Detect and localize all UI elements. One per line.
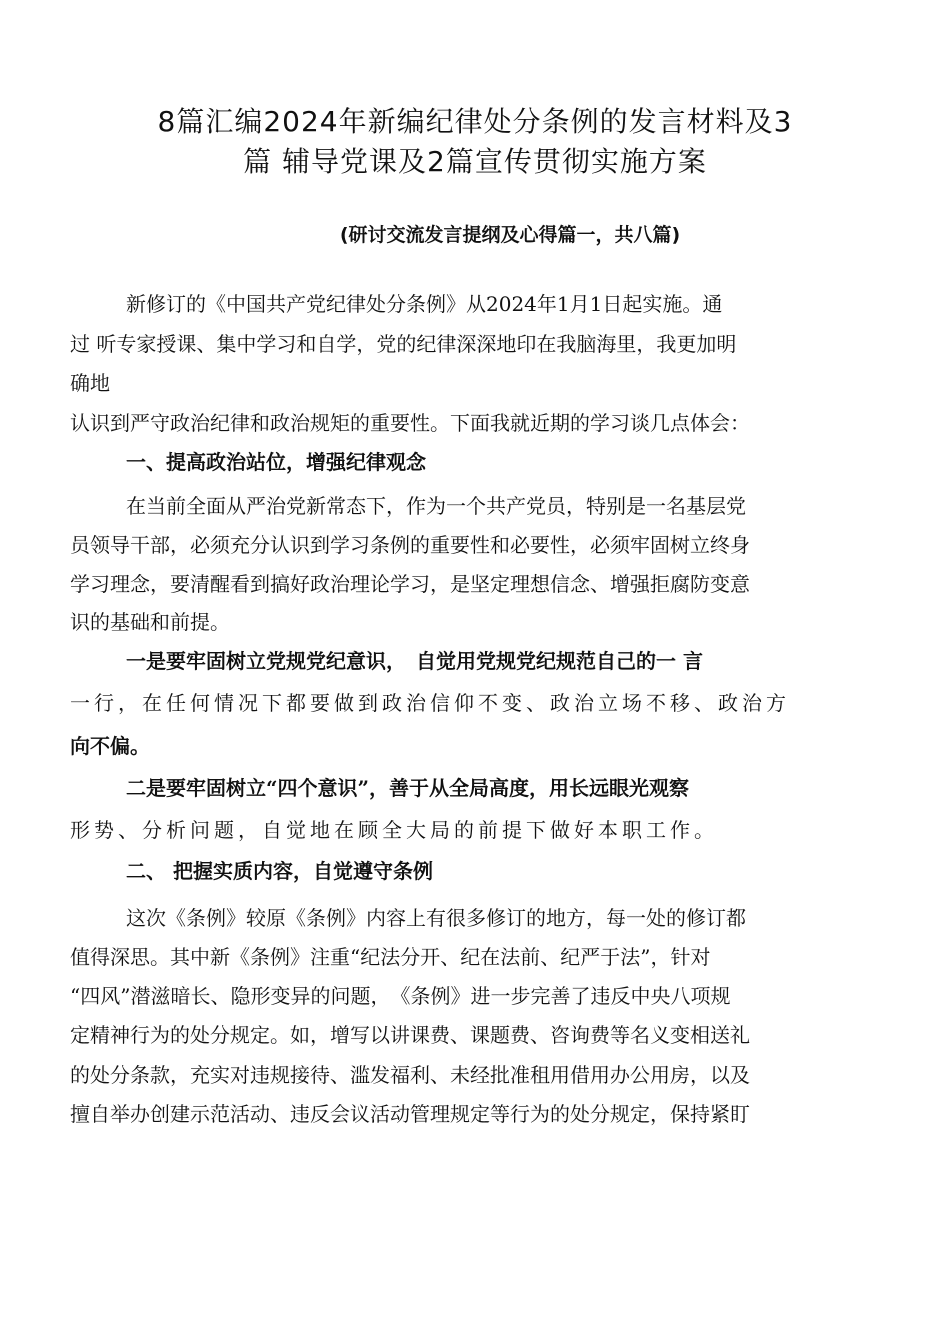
document-title-line-1: 8篇汇编2024年新编纪律处分条例的发言材料及3 [157, 105, 793, 138]
paragraph-line: 形势、分析问题，自觉地在顾全大局的前提下做好本职工作。 [70, 818, 718, 842]
paragraph-line: 一行，在任何情况下都要做到政治信仰不变、政治立场不移、政治方 [70, 691, 790, 715]
point-two-line: 二是要牢固树立“四个意识”，善于从全局高度，用长远眼光观察 [126, 776, 690, 800]
paragraph-line: 向不偏。 [70, 734, 150, 758]
section-heading-2: 二、 把握实质内容，自觉遵守条例 [126, 859, 433, 883]
paragraph-line: 员领导干部，必须充分认识到学习条例的重要性和必要性，必须牢固树立终身 [70, 533, 750, 557]
point-one-line: 一是要牢固树立党规党纪意识， 自觉用党规党纪规范自己的一 言 [126, 649, 703, 673]
paragraph-line: 识的基础和前提。 [70, 610, 230, 634]
paragraph-line: “四风”潜滋暗长、隐形变异的问题， 《条例》进一步完善了违反中央八项规 [70, 984, 731, 1008]
paragraph-line: 认识到严守政治纪律和政治规矩的重要性。下面我就近期的学习谈几点体会： [70, 411, 750, 435]
paragraph-line: 新修订的《中国共产党纪律处分条例》从2024年1月1日起实施。通 [126, 292, 723, 316]
paragraph-line: 过 听专家授课、集中学习和自学，党的纪律深深地印在我脑海里，我更加明 [70, 332, 737, 356]
paragraph-line: 在当前全面从严治党新常态下，作为一个共产党员，特别是一名基层党 [126, 494, 746, 518]
document-subtitle: (研讨交流发言提纲及心得篇一，共八篇) [339, 224, 681, 246]
paragraph-line: 定精神行为的处分规定。如，增写以讲课费、课题费、咨询费等名义变相送礼 [70, 1023, 750, 1047]
paragraph-line: 这次《条例》较原《条例》内容上有很多修订的地方，每一处的修订都 [126, 906, 746, 930]
paragraph-line: 的处分条款，充实对违规接待、滥发福利、未经批准租用借用办公用房，以及 [70, 1063, 750, 1087]
paragraph-line: 值得深思。其中新《条例》注重“纪法分开、纪在法前、纪严于法”，针对 [70, 945, 711, 969]
paragraph-line: 学习理念，要清醒看到搞好政治理论学习，是坚定理想信念、增强拒腐防变意 [70, 572, 750, 596]
document-title-line-2: 篇 辅导党课及2篇宣传贯彻实施方案 [243, 145, 707, 178]
paragraph-line: 擅自举办创建示范活动、违反会议活动管理规定等行为的处分规定，保持紧盯 [70, 1102, 750, 1126]
section-heading-1: 一、提高政治站位，增强纪律观念 [126, 450, 426, 474]
paragraph-line: 确地 [70, 371, 110, 395]
